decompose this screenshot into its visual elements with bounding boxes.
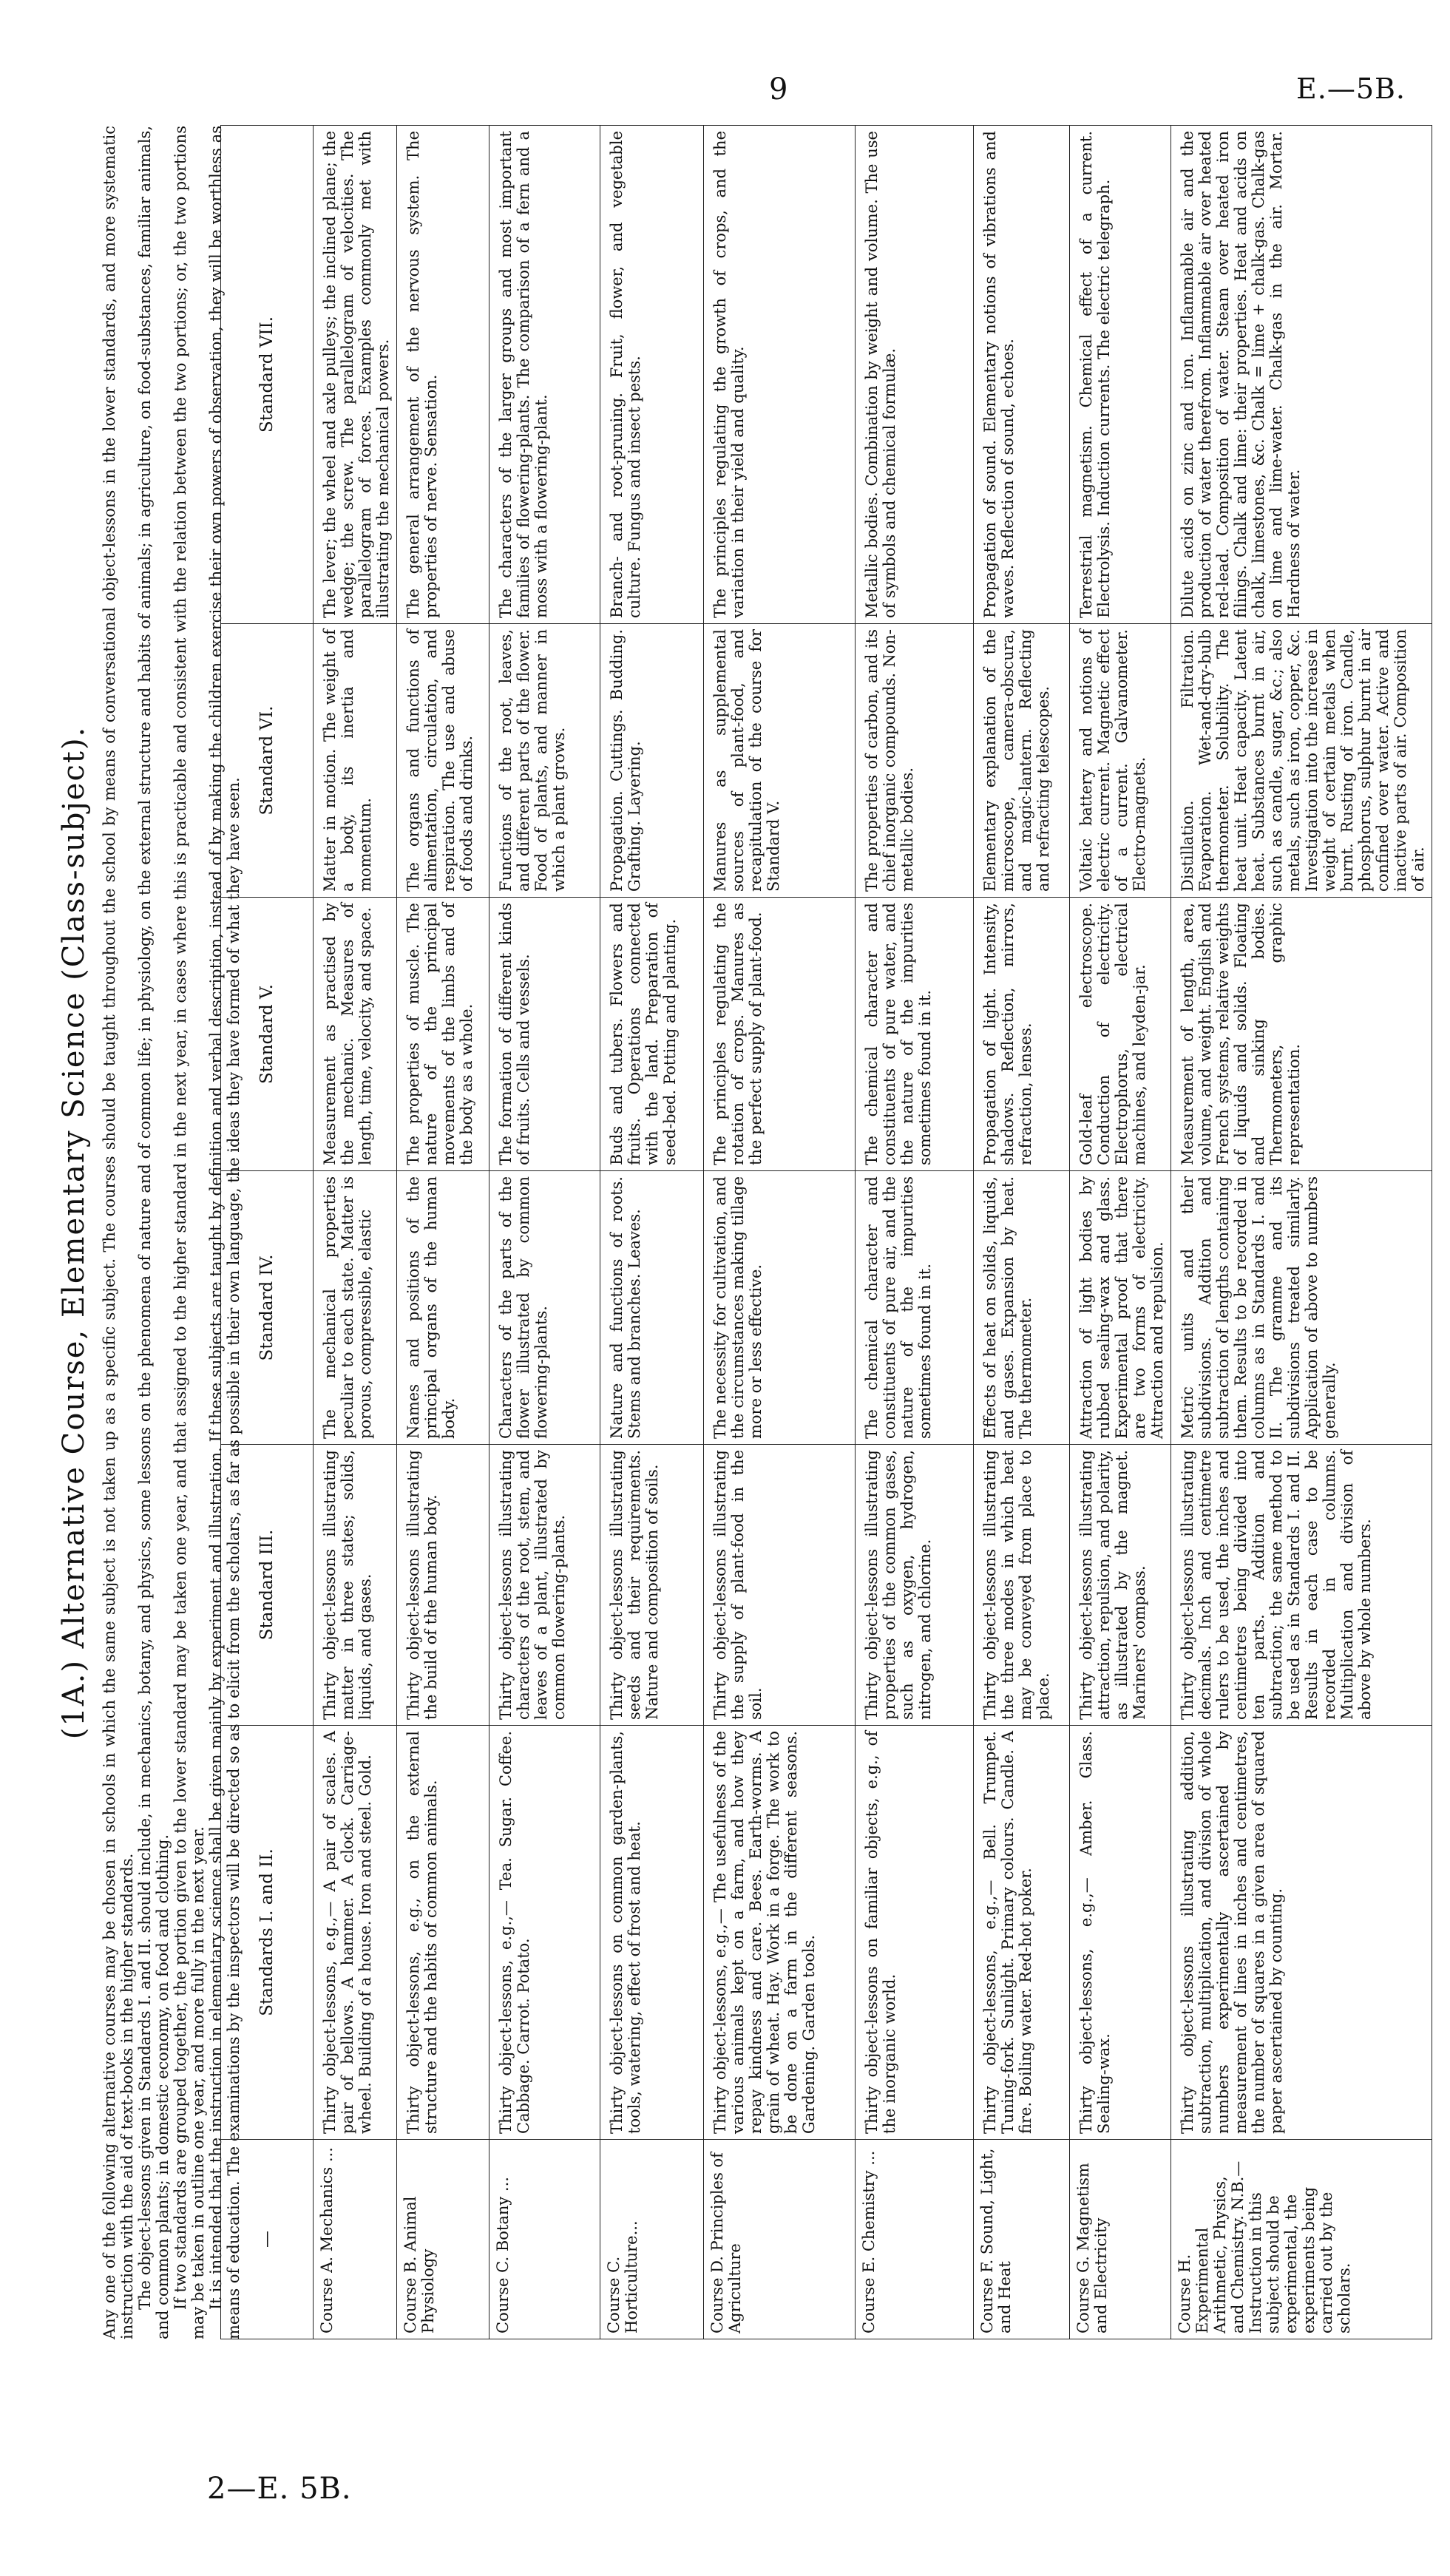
table-cell: Terrestrial magnetism. Chemical effect of a current. Electrolysis. Induction currents. The electric telegraph. [1070,126,1171,624]
table-cell: Metallic bodies. Combination by weight and volume. The use of symbols and chemical formulæ. [856,126,974,624]
column-header: Standard V. [221,898,314,1171]
table-cell: Thirty object-lessons illustrating addition, subtraction, multiplication, and division of whole numbers experimentally ascertained by measurement of lines in inches and centimetres, the number of squares in a given area of squared paper ascertained by counting. [1171,1726,1432,2140]
course-name: Course C. Horticulture... [600,2140,704,2339]
table-row [704,126,856,2339]
table-cell: Distillation. Filtration. Evaporation. Wet-and-dry-bulb thermometer. Solubility. The heat unit. Heat capacity. Latent heat. Substances burnt in air, such as candle, sugar, &c.; also metals, such as iron, copper, &c. Investigation into the increase in weight of certain metals when burnt. Rusting of iron. Candle, phosphorus, sulphur burnt in air confined over water. Active and inactive parts of air. Composition of air. [1171,624,1432,898]
table-cell: Attraction of light bodies by rubbed sealing-wax and glass. Experimental proof that there are two forms of electricity. Attraction and repulsion. [1070,1171,1171,1445]
table-cell: Thirty object-lessons illustrating properties of the common gases, such as oxygen, hydrogen, nitrogen, and chlorine. [856,1445,974,1726]
footer-reference: 2—E. 5B. [207,2472,352,2506]
table-cell: Propagation. Cuttings. Budding. Grafting. Layering. [600,624,704,898]
table-cell: Thirty object-lessons illustrating characters of the root, stem, and leaves of a plant, illustrated by common flowering-plants. [489,1445,600,1726]
table-cell: Voltaic battery and notions of electric current. Magnetic effect of a current. Galvanometer. Electro-magnets. [1070,624,1171,898]
table-cell: Metric units and their subdivisions. Addition and subtraction of lengths containing them. Results to be recorded in columns as in Standards I. and II. The gramme and its subdivisions treated similarly. Application of above to numbers generally. [1171,1171,1432,1445]
table-cell: The characters of the larger groups and most important families of flowering-plants. The comparison of a fern and a moss with a flowering-plant. [489,126,600,624]
course-name: Course G. Magnetism and Electricity [1070,2140,1171,2339]
column-header: — [221,2140,314,2339]
table-cell: The mechanical properties peculiar to each state. Matter is porous, compressible, elastic [314,1171,397,1445]
table-cell: Thirty object-lessons, e.g.,— A pair of scales. A pair of bellows. A hammer. A clock. Carriage-wheel. Building of a house. Iron and steel. Gold. [314,1726,397,2140]
table-cell: Thirty object-lessons, e.g.,— Tea. Sugar. Coffee. Cabbage. Carrot. Potato. [489,1726,600,2140]
table-cell: The general arrangement of the nervous system. The properties of nerve. Sensation. [397,126,489,624]
table-row [1171,126,1432,2339]
table-cell: Thirty object-lessons illustrating seeds and their requirements. Nature and composition of soils. [600,1445,704,1726]
table-cell: Manures as supplemental sources of plant-food, and recapitulation of the course for Standard V. [704,624,856,898]
column-header: Standard VI. [221,624,314,898]
table-cell: Dilute acids on zinc and iron. Inflammable air and the production of water therefrom. Inflammable air over heated red-lead. Composition of water. Steam over heated iron filings. Chalk and lime: their properties. Heat and acids on chalk, limestones, &c. Chalk = lime + chalk-gas. Chalk-gas on lime and lime-water. Chalk-gas in the air. Mortar. Hardness of water. [1171,126,1432,624]
table-cell: Names and positions of the principal organs of the human body. [397,1171,489,1445]
table-cell: Propagation of light. Intensity, shadows. Reflection, mirrors, refraction, lenses. [974,898,1070,1171]
table-cell: Buds and tubers. Flowers and fruits. Operations connected with the land. Preparation of seed-bed. Potting and planting. [600,898,704,1171]
table-row [856,126,974,2339]
table-cell: The formation of different kinds of fruits. Cells and vessels. [489,898,600,1171]
course-name: Course D. Principles of Agriculture [704,2140,856,2339]
table-cell: Gold-leaf electroscope. Conduction of electricity. Electrophorus, electrical machines, and leyden-jar. [1070,898,1171,1171]
course-name: Course B. Animal Physiology [397,2140,489,2339]
course-name: Course E. Chemistry ... [856,2140,974,2339]
table-cell: Elementary explanation of the microscope, camera-obscura, and magic-lantern. Reflecting and refracting telescopes. [974,624,1070,898]
table-cell: Functions of the root, leaves, and different parts of the flower. Food of plants, and manner in which a plant grows. [489,624,600,898]
table-cell: Effects of heat on solids, liquids, and gases. Expansion by heat. The thermometer. [974,1171,1070,1445]
intro-paragraph: It is intended that the instruction in elementary science shall be given mainly by experiment and illustration. If these subjects are taught by definition and verbal description, instead of by making the children exercise their own powers of observation, they will be worthless as means of education. The examinations by the inspectors will be directed so as to elicit from the scholars, as far as possible in their own language, the ideas they have formed of what they have seen. [207,126,243,2339]
table-cell: The organs and functions of alimentation, circulation, and respiration. The use and abuse of foods and drinks. [397,624,489,898]
course-name: Course F. Sound, Light, and Heat [974,2140,1070,2339]
table-cell: The chemical character and constituents of pure water, and the nature of the impurities sometimes found in it. [856,898,974,1171]
table-row [489,126,600,2339]
table-cell: Thirty object-lessons on familiar objects, e.g., of the inorganic world. [856,1726,974,2140]
table-cell: Thirty object-lessons illustrating attraction, repulsion, and polarity, as illustrated by the magnet. Mariners' compass. [1070,1445,1171,1726]
table-row [974,126,1070,2339]
table-cell: The properties of muscle. The nature of the principal movements of the limbs and of the body as a whole. [397,898,489,1171]
table-cell: Characters of the parts of the flower illustrated by common flowering-plants. [489,1171,600,1445]
table-cell: Nature and functions of roots. Stems and branches. Leaves. [600,1171,704,1445]
table-cell: Thirty object-lessons on common garden-plants, tools, watering, effect of frost and heat. [600,1726,704,2140]
table-cell: Measurement of length, area, volume, and weight. English and French systems, relative weights of liquids and solids. Floating and sinking bodies. Thermometers, graphic representation. [1171,898,1432,1171]
table-body [314,126,1432,2339]
table-cell: Matter in motion. The weight of a body, its inertia and momentum. [314,624,397,898]
table-cell: Thirty object-lessons illustrating the supply of plant-food in the soil. [704,1445,856,1726]
table-cell: The necessity for cultivation, and the circumstances making tillage more or less effective. [704,1171,856,1445]
table-cell: Thirty object-lessons illustrating the three modes in which heat may be conveyed from place to place. [974,1445,1070,1726]
intro-paragraph: If two standards are grouped together, the portion given to the lower standard may be taken one year, and that assigned to the higher standard in the next year, in cases where this is practicable and consistent with the relation between the two portions; or, the two portions may be taken in outline one year, and more fully in the next year. [172,126,207,2339]
table-cell: Thirty object-lessons, e.g., on the external structure and the habits of common animals. [397,1726,489,2140]
page-title: (1A.) Alternative Course, Elementary Science (Class-subject). [57,725,91,1740]
table-cell: The principles regulating the growth of crops, and the variation in their yield and quality. [704,126,856,624]
table-cell: Measurement as practised by the mechanic. Measures of length, time, velocity, and space. [314,898,397,1171]
table-header-row [221,126,314,2339]
page-reference: E.—5B. [1296,72,1406,105]
column-header: Standard III. [221,1445,314,1726]
intro-paragraphs [101,126,243,2339]
table-row [600,126,704,2339]
table-cell: Branch- and root-pruning. Fruit, flower, and vegetable culture. Fungus and insect pests. [600,126,704,624]
table-cell: The lever; the wheel and axle pulleys; the inclined plane; the wedge; the screw. The parallelogram of velocities. The parallelogram of forces. Examples commonly met with illustrating the mechanical powers. [314,126,397,624]
table-cell: Thirty object-lessons, e.g.,— Amber. Glass. Sealing-wax. [1070,1726,1171,2140]
table-cell: Thirty object-lessons illustrating decimals. Inch and centimetre rulers to be used, the inches and centimetres being divided into ten parts. Addition and subtraction; the same method to be used as in Standards I. and II. Results in each case to be recorded in columns. Multiplication and division of above by whole numbers. [1171,1445,1432,1726]
table-row [314,126,397,2339]
table-row [397,126,489,2339]
table-cell: Thirty object-lessons, e.g.,— The usefulness of the various animals kept on a farm, and how they repay kindness and care. Bees. Earth-worms. A grain of wheat. Hay. Work in a forge. The work to be done on a farm in the different seasons. Gardening. Garden tools. [704,1726,856,2140]
table-cell: Thirty object-lessons, e.g.,— Bell. Trumpet. Tuning-fork. Sunlight. Primary colours. Candle. A fire. Boiling water. Red-hot poker. [974,1726,1070,2140]
course-name: Course C. Botany ... [489,2140,600,2339]
intro-paragraph: The object-lessons given in Standards I. and II. should include, in mechanics, botany, and physics, some lessons on the phenomena of nature and of common life; in physiology, on the external structure and habits of animals; in agriculture, on food-substances, familiar animals, and common plants; in domestic economy, on food and clothing. [136,126,172,2339]
intro-paragraph: Any one of the following alternative courses may be chosen in schools in which the same subject is not taken up as a specific subject. The courses should be taught throughout the school by means of conversational object-lessons in the lower standards, and more systematic instruction with the aid of text-books in the higher standards. [101,126,136,2339]
course-name: Course H. Experimental Arithmetic, Physics, and Chemistry. N.B.—Instruction in this subject should be experimental, the experiments being carried out by the scholars. [1171,2140,1432,2339]
column-header: Standard VII. [221,126,314,624]
table-cell: The principles regulating the rotation of crops. Manures as the perfect supply of plant-food. [704,898,856,1171]
course-table [220,125,1432,2339]
table-cell: Thirty object-lessons illustrating matter in three states; solids, liquids, and gases. [314,1445,397,1726]
table-cell: The properties of carbon, and its chief inorganic compounds. Non-metallic bodies. [856,624,974,898]
column-header: Standard IV. [221,1171,314,1445]
course-name: Course A. Mechanics ... [314,2140,397,2339]
column-header: Standards I. and II. [221,1726,314,2140]
table-cell: The chemical character and constituents of pure air, and the nature of the impurities sometimes found in it. [856,1171,974,1445]
table-row [1070,126,1171,2339]
rotated-page-body [52,126,1427,2339]
table-cell: Propagation of sound. Elementary notions of vibrations and waves. Reflection of sound, echoes. [974,126,1070,624]
table-cell: Thirty object-lessons illustrating the build of the human body. [397,1445,489,1726]
page-number: 9 [769,72,788,106]
